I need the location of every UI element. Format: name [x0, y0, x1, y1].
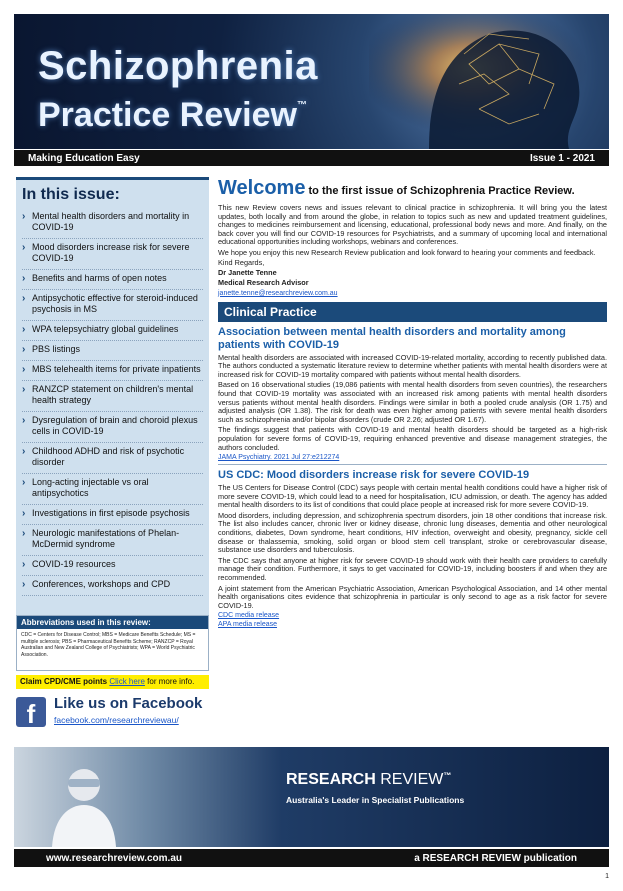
page-number: 1 [605, 873, 609, 880]
list-item[interactable] [22, 341, 203, 361]
article-paragraph: The findings suggest that patients with COVID-19 and mental health disorders should be targeted as a high-risk population for severe forms of COVID-19, requiring enhanced preventive and disease management strategies, the authors concluded. [218, 425, 607, 452]
list-item[interactable] [22, 505, 203, 525]
masthead [14, 14, 609, 149]
list-item[interactable] [22, 290, 203, 321]
list-item-label: Long-acting injectable vs oral antipsychotics [32, 477, 149, 498]
list-item[interactable] [22, 208, 203, 239]
in-this-issue-sidebar [16, 177, 209, 615]
masthead-title-text: Practice Review [38, 96, 297, 134]
welcome-big: Welcome [218, 177, 306, 199]
footer-bar [14, 849, 609, 867]
list-item[interactable] [22, 321, 203, 341]
trademark: ™ [296, 100, 307, 111]
list-item-label: Childhood ADHD and risk of psychotic disorder [32, 446, 185, 467]
cpd-banner [16, 675, 209, 689]
list-item-label: MBS telehealth items for private inpatients [32, 364, 201, 374]
facebook-like-text: Like us on Facebook [54, 695, 203, 712]
list-item-label: PBS listings [32, 344, 81, 354]
brand-bold: RESEARCH [286, 771, 376, 788]
list-item[interactable] [22, 556, 203, 576]
facebook-promo[interactable] [16, 695, 209, 735]
article-paragraph: A joint statement from the American Psychiatric Association, American Psychological Association, and 14 other mental health organisations cites evidence that schizophrenia in particular is only second to age as a risk factor for severe COVID-19. [218, 583, 607, 610]
chevron-right-icon: › [22, 579, 26, 590]
chevron-right-icon: › [22, 273, 26, 284]
article-paragraph: The US Centers for Disease Control (CDC) says people with certain mental health conditions could have a higher risk of more severe COVID-19, which could lead to a need for hospitalisation, ICU admission, or death. The agency has added mental health disorders to its list of conditions that could place people at increased risk for more severe COVID-19. [218, 483, 607, 510]
welcome-heading [218, 177, 607, 202]
cpd-suffix: for more info. [144, 677, 195, 686]
chevron-right-icon: › [22, 508, 26, 519]
chevron-right-icon: › [22, 477, 26, 488]
brand-logo [286, 771, 451, 789]
list-item[interactable] [22, 474, 203, 505]
list-item-label: Dysregulation of brain and choroid plexus cells in COVID-19 [32, 415, 198, 436]
list-item-label: Conferences, workshops and CPD [32, 579, 171, 589]
signoff [218, 258, 607, 288]
divider [218, 464, 607, 465]
issue-label: Issue 1 - 2021 [529, 152, 595, 164]
list-item[interactable] [22, 270, 203, 290]
tagline-strip [14, 150, 609, 166]
cpd-link[interactable]: Click here [109, 677, 145, 686]
regards: Kind Regards, [218, 257, 265, 267]
list-item-label: RANZCP statement on children's mental health strategy [32, 384, 194, 405]
list-item-label: Antipsychotic effective for steroid-induced psychosis in MS [32, 293, 198, 314]
list-item-label: Neurologic manifestations of Phelan-McDermid syndrome [32, 528, 180, 549]
footer-website-link[interactable]: www.researchreview.com.au [46, 852, 182, 864]
research-review-banner [14, 747, 609, 847]
chevron-right-icon: › [22, 211, 26, 222]
chevron-right-icon: › [22, 528, 26, 539]
chevron-right-icon: › [22, 384, 26, 395]
list-item[interactable] [22, 239, 203, 270]
article-title: US CDC: Mood disorders increase risk for severe COVID-19 [218, 469, 530, 482]
list-item[interactable] [22, 412, 203, 443]
list-item-label: COVID-19 resources [32, 559, 116, 569]
chevron-right-icon: › [22, 293, 26, 304]
list-item[interactable] [22, 443, 203, 474]
abbreviations-box [16, 615, 209, 671]
cpd-label: Claim CPD/CME points [20, 677, 108, 686]
welcome-paragraph: This new Review covers news and issues relevant to clinical practice in schizophrenia. It will bring you the latest updates, both locally and from around the globe, in relation to topics such as new and updated treatment guidelines, changes to medicines reimbursement and licensing, educational, professional body news and more. And finally, on the back cover you will find our COVID-19 resources for Psychiatrists, and a summary of upcoming local and international educational opportunities including workshops, webinars and conferences. [218, 203, 607, 247]
masthead-title-line2 [38, 96, 307, 135]
abbreviations-heading: Abbreviations used in this review: [17, 616, 208, 629]
facebook-link[interactable]: facebook.com/researchreviewau/ [54, 715, 179, 725]
list-item[interactable] [22, 361, 203, 381]
brand-subtitle: Australia's Leader in Specialist Publications [286, 795, 465, 805]
section-heading: Clinical Practice [218, 302, 607, 322]
chevron-right-icon: › [22, 344, 26, 355]
chevron-right-icon: › [22, 446, 26, 457]
list-item-label: Mood disorders increase risk for severe COVID-19 [32, 242, 190, 263]
author-email-link[interactable]: janette.tenne@researchreview.com.au [218, 289, 338, 297]
list-item[interactable] [22, 381, 203, 412]
footer-publisher: a RESEARCH REVIEW publication [414, 852, 577, 864]
author-name: Dr Janette Tenne [218, 267, 277, 277]
tagline: Making Education Easy [28, 152, 140, 164]
main-content [218, 177, 607, 628]
list-item-label: WPA telepsychiatry global guidelines [32, 324, 179, 334]
reference-link[interactable]: APA media release [218, 621, 278, 629]
brand-trademark: ™ [443, 771, 452, 780]
chevron-right-icon: › [22, 364, 26, 375]
article-paragraph: Mood disorders, including depression, and schizophrenia spectrum disorders, join 18 other conditions that increase risk. The list also includes cancer, chronic liver or kidney disease, chronic lung diseases, dementia and other neurological conditions, diabetes, Down syndrome, heart conditions, HIV infection, overweight and obesity, pregnancy, sickle cell disease or thalassemia, smoking, solid organ or blood stem cell transplant, stroke or cerebrovascular disease, substance use disorders and tuberculosis. [218, 510, 607, 555]
article-title: Association between mental health disorders and mortality among patients with COVID-19 [218, 325, 566, 351]
reference-link[interactable]: CDC media release [218, 612, 280, 620]
chevron-right-icon: › [22, 242, 26, 253]
list-item-label: Investigations in first episode psychosis [32, 508, 190, 518]
chevron-right-icon: › [22, 415, 26, 426]
chevron-right-icon: › [22, 559, 26, 570]
chevron-right-icon: › [22, 324, 26, 335]
abbreviations-text: CDC = Centers for Disease Control; MBS = Medicare Benefits Schedule; MS = multiple sclerosis; PBS = Pharmaceutical Benefits Scheme; RANZCP = Royal Australian and New Zealand College of Psychiatrists; WPA = World Psychiatric Association. [21, 632, 196, 658]
brain-silhouette-illustration [369, 14, 599, 149]
issue-contents-list [16, 208, 209, 596]
list-item[interactable] [22, 576, 203, 596]
article-paragraph: Mental health disorders are associated with increased COVID-19-related mortality, according to recently published data. The authors conducted a systematic literature review to determine whether patients with mental health disorders were at increased risk for COVID-19 mortality compared with patients without mental health disorders. [218, 352, 607, 379]
sidebar-heading: In this issue: [22, 186, 120, 203]
researcher-photo [44, 757, 124, 847]
welcome-rest: to the first issue of Schizophrenia Practice Review. [305, 185, 575, 197]
facebook-icon[interactable]: f [16, 697, 46, 727]
list-item[interactable] [22, 525, 203, 556]
list-item-label: Benefits and harms of open notes [32, 273, 167, 283]
list-item-label: Mental health disorders and mortality in COVID-19 [32, 211, 190, 232]
brand-light: REVIEW [375, 771, 444, 788]
article-paragraph: Based on 16 observational studies (19,086 patients with mental health disorders from seven countries), the researchers found that COVID-19 mortality was associated with an increased risk among patients with mental health disorders versus patients without mental health disorders. Findings were similar in both a pooled crude analysis (OR 1.75) and adjusted analysis (OR 1.38). The risk for death was even higher among patients with severe mental health disorders such as schizophrenia and/or bipolar disorders (crude OR 2.26; adjusted OR 1.67). [218, 380, 607, 424]
masthead-title-line1: Schizophrenia [38, 44, 318, 88]
welcome-paragraph: We hope you enjoy this new Research Review publication and look forward to hearing your comments and feedback. [218, 247, 596, 257]
author-role: Medical Research Advisor [218, 277, 309, 287]
article-paragraph: The CDC says that anyone at higher risk for severe COVID-19 should work with their health care providers to carefully manage their condition. Furthermore, it says to get vaccinated for COVID-19, including boosters if and when they are recommended. [218, 555, 607, 583]
reference-link[interactable]: JAMA Psychiatry. 2021 Jul 27:e212274 [218, 454, 340, 462]
